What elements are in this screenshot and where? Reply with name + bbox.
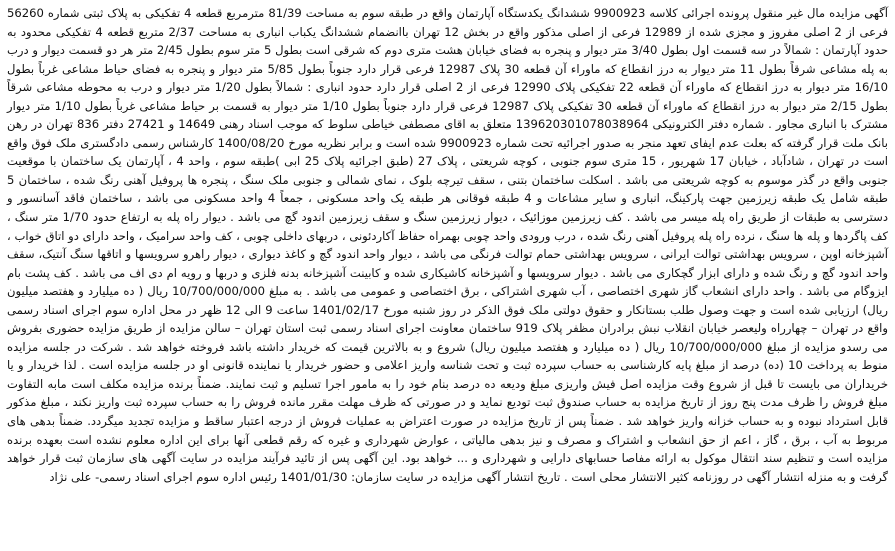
notice-body-text: آگهی مزایده مال غیر منقول پرونده اجرائی کلاسه 9900923 ششدانگ یکدستگاه آپارتمان واقع در طبقه سوم به مساحت 81/39 مترمربع قطعه 4 تفکیکی به پلاک ثبتی شماره 56260 فرعی از 2 اصلی مفروز و مجزی شده از 12989 فرعی از اصلی مذکور واقع در بخش 12 تهران باانضمام ششدانگ یکباب انباری به مساحت 2/37 متربع قطعه 4 تفکیکی محدود به حدود آپارتمان : شمالاً در سه قسمت اول بطول 3/40 متر دیوار و پنجره به فضای خیابان هشت متری دوم که شرقی است بطول 5 متر سوم بطول 2/45 متر هر دو قسمت دیوار و درب به پله مشاعی شرقاً بطول 11 متر دیوار به درز انقطاع که ماوراء آن قطعه 30 پلاک 12987 فرعی قرار دارد جنوباً بطول 5/85 متر دیوار و پنجره به فضای حیاط مشاعی غرباً بطول 16/10 متر دیوار به درز انقطاع که ماوراء آن قطعه 22 تفکیکی پلاک 12990 فرعی از 2 اصلی قرار دارد حدود انباری : شمالاً بطول 1/20 متر دیوار و درب به محوطه مشاعی شرقاً بطول 2/15 متر دیوار به درز انقطاع که ماوراء آن قطعه 30 تفکیکی پلاک 12987 فرعی قرار دارد جنوباً بطول 1/10 متر دیوار به قسمت بر حیاط مشاعی غرباً بطول 1/10 متر دیوار مشترک با انباری مجاور . شماره دفتر الکترونیکی 139620301078038964 متعلق به اقای مصطفی خیاطی سلوط که موجب اسناد رهنی 14649 و 27421 دفتر 836 تهران در رهن بانک ملت قرار گرفته که بعلت عدم ایفای تعهد منجر به صدور اجرائیه تحت شماره 9900923 شده است و برابر نظریه مورخ 1400/08/20 کارشناس رسمی دادگستری ملک فوق واقع است در تهران ، شادآباد ، خیابان 17 شهریور ، 15 متری سوم جنوبی ، کوچه شریعتی ، پلاک 27 (طبق اجرائیه پلاک 25 ابی )طبقه سوم ، واحد 4 ، آپارتمان یک ساختمان با موقعیت جنوبی واقع در گذر موسوم به کوچه شریعتی می باشد . اسکلت ساختمان بتنی ، سقف تیرچه بلوک ، نمای شمالی و جنوبی ملک سنگ ، پنجره ها پروفیل آهنی رنگ شده ، ساختمان 5 طبقه شامل یک طبقه زیرزمین جهت پارکینگ، انباری و سایر مشاعات و 4 طبقه فوقانی هر طبقه یک واحد مسکونی ، جمعاً 4 واحد مسکونی می باشد ، ساختمان فاقد آسانسور و دسترسی به طبقات از طریق راه پله میسر می باشد . کف زیرزمین موزائیک ، دیوار زیرزمین سنگ و سقف زیرزمین اندود گچ می باشد . دیوار راه پله به ارتفاع حدود 1/70 متر سنگ ، کف پاگردها و پله ها سنگ ، نرده راه پله پروفیل آهنی رنگ شده ، درب ورودی واحد چوبی بهمراه حفاظ آکاردئونی ، دربهای داخلی چوبی ، کف واحد سرامیک ، واحد دارای دو اتاق خواب ، آشپزخانه اوپن ، سرویس بهداشتی توالت ایرانی ، سرویس بهداشتی حمام توالت فرنگی می باشد ، دیوار واحد اندود گچ و کاغذ دیواری ، دیوار راهرو سرویسها و اتاقها سنگ آنتیک، سقف واحد اندود گچ و رنگ شده و دارای ابزار گچکاری می باشد . دیوار سرویسها و آشپزخانه کاشیکاری شده و کابینت آشپزخانه بدنه فلزی و دربها و رویه ام دی اف می باشد . کف پشت بام ایزوگام می باشد . واحد دارای انشعاب گاز شهری اختصاصی ، آب شهری اشتراکی ، برق اختصاصی و عمومی می باشد . به مبلغ 10/700/000/000 ریال ( ده میلیارد و هفتصد میلیون ریال) ارزیابی شده است و جهت وصول طلب بستانکار و حقوق دولتی ملک فوق الذکر در روز شنبه مورخ 1401/02/17 ساعت 9 الی 12 ظهر در محل اداره سوم اجرای اسناد رسمی واقع در تهران – چهارراه ولیعصر خیابان انقلاب نبش برادران مظفر پلاک 919 ساختمان معاونت اجرای اسناد رسمی ثبت استان تهران – سالن مزایده از طریق مزایده حضوری بفروش می رسدو مزایده از مبلغ 10/700/000/000 ریال ( ده میلیارد و هفتصد میلیون ریال) شروع و به بالاترین قیمت که خریدار داشته باشد فروخته خواهد شد . شرکت در جلسه مزایده منوط به پرداخت 10 (ده) درصد از مبلغ پایه کارشناسی به حساب سپرده ثبت و تحت شناسه واریز اعلامی و حضور خریدار یا نماینده قانونی او در جلسه مزایده است . لذا خریدار و یا خریداران می بایست تا قبل از شروع وقت مزایده اصل فیش واریزی مبلغ ودیعه ده درصد بنام خود را به مامور اجرا تسلیم و ثبت نمایند. ضمناً برنده مزایده مکلف است مابه التفاوت مبلغ فروش را ظرف مدت پنج روز از تاریخ مزایده به حساب صندوق ثبت تودیع نماید و در صورتی که ظرف مهلت مقرر مانده فروش را به حساب سپرده ثبت واریز نکند ، مبلغ مذکور قابل استرداد نبوده و به حساب خزانه واریز خواهد شد . ضمناً پس از تاریخ مزایده در صورت اعتراض به عملیات فروش از درجه اعتبار ساقط و مزایده تجدید میگردد. ضمناً بدهی های مربوط به آب ، برق ، گاز ، اعم از حق انشعاب و اشتراک و مصرف و نیز بدهی مالیاتی ، عوارض شهرداری و غیره که رقم قطعی آنها برای این اداره معلوم نشده است بعهده برنده مزایده است و تنظیم سند انتقال موکول به ارائه مفاصا حسابهای دارایی و شهرداری و ... خواهد بود. این آگهی پس از تائید فرآیند مزایده در سایت آگهی های سازمان ثبت قرار خواهد گرفت و به منزله انتشار آگهی در روزنامه کثیر الانتشار محلی است . تاریخ انتشار آگهی مزایده در سایت سازمان: 1401/01/30 رئیس اداره سوم اجرای اسناد رسمی- علی نژاد — [7, 6, 889, 484]
